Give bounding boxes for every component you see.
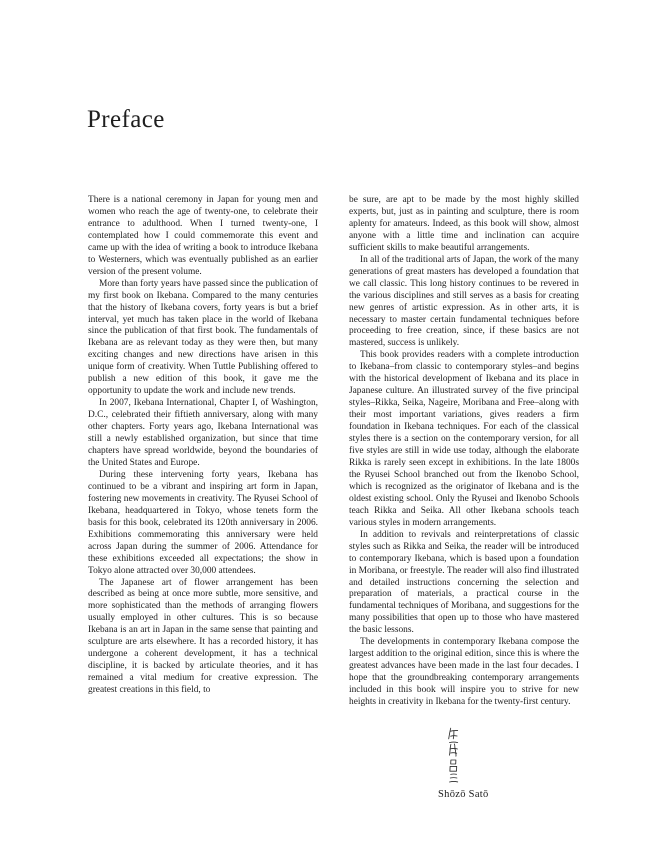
paragraph: There is a national ceremony in Japan for young men and women who reach the age of twenty-one, to celebrate their entrance to adulthood. When I turned twenty-one, I contemplated how I could commemorate this event and came up with the idea of writing a book to introduce Ikebana to Westerners, which was eventually published as an earlier version of the present volume. — [88, 195, 318, 277]
paragraph: In addition to revivals and reinterpretations of classic styles such as Rikka and Seika, the reader will be introduced to contemporary Ikebana, which is based upon a foundation in Moribana, or freestyle. The reader will also find illustrated and detailed instructions concerning the selection and preparation of materials, a practical course in the fundamental techniques of Moribana, and suggestions for the many possibilities that open up to those who have mastered the basic lessons. — [349, 529, 579, 636]
signature-name: Shōzō Satō — [438, 789, 489, 800]
paragraph: During these intervening forty years, Ikebana has continued to be a vibrant and inspiring art form in Japan, fostering new movements in creativity. The Ryusei School of Ikebana, headquartered in Tokyo, whose tenets form the basis for this book, celebrated its 120th anniversary in 2006. Exhibitions commemorating this anniversary were held across Japan during the summer of 2006. Attendance for these exhibitions exceeded all expectations; the show in Tokyo alone attracted over 30,000 attendees. — [88, 469, 318, 576]
left-column — [88, 195, 318, 709]
paragraph: In 2007, Ikebana International, Chapter I, of Washington, D.C., celebrated their fiftieth anniversary, along with many other chapters. Forty years ago, Ikebana International was still a newly established organization, but since that time chapters have spread worldwide, beyond the boundaries of the United States and Europe. — [88, 398, 318, 468]
paragraph: The developments in contemporary Ikebana compose the largest addition to the original edition, since this is where the greatest advances have been made in the last four decades. I hope that the groundbreaking contemporary arrangements included in this book will inspire you to strive for new heights in creativity in Ikebana for the twenty-first century. — [349, 637, 579, 708]
calligraphy-signature-icon — [446, 727, 461, 785]
paragraph: The Japanese art of flower arrangement has been described as being at once more subtle, more sensitive, and more sophisticated than the methods of arranging flowers usually employed in other cultures. This is so because Ikebana is an art in Japan in the same sense that painting and sculpture are arts elsewhere. It has a recorded history, it has undergone a coherent development, it has a technical discipline, it is backed by articulate theories, and it has remained a vital medium for creative expression. The greatest creations in this field, to — [88, 577, 318, 696]
signature-block — [438, 727, 492, 800]
paragraph: More than forty years have passed since the publication of my first book on Ikebana. Compared to the many centuries that the history of Ikebana covers, forty years is but a brief interval, yet much has taken place in the world of Ikebana since the publication of that first book. The fundamentals of Ikebana are as relevant today as they were then, but many exciting changes and new directions have arisen in this unique form of creativity. When Tuttle Publishing offered to publish a new edition of this book, it gave me the opportunity to update the work and include new trends. — [88, 278, 318, 397]
paragraph: In all of the traditional arts of Japan, the work of the many generations of great masters has developed a foundation that we call classic. This long history continues to be revered in the various disciplines and still serves as a basis for creating new genres of artistic expression. As in other arts, it is necessary to master certain fundamental techniques before proceeding to free creation, since, if these basics are not mastered, success is unlikely. — [349, 254, 579, 349]
page-title: Preface — [87, 106, 165, 133]
right-column — [349, 195, 579, 709]
text-columns — [88, 195, 579, 709]
paragraph: be sure, are apt to be made by the most highly skilled experts, but, just as in painting and sculpture, there is room aplenty for amateurs. Indeed, as this book will show, almost anyone with a little time and inclination can acquire sufficient skills to make beautiful arrangements. — [349, 195, 579, 253]
paragraph: This book provides readers with a complete introduction to Ikebana–from classic to contemporary styles–and begins with the historical development of Ikebana and its place in Japanese culture. An illustrated survey of the five principal styles–Rikka, Seika, Nageire, Moribana and Free–along with their most important variations, gives readers a firm foundation in Ikebana techniques. For each of the classical styles there is a section on the contemporary version, for all five styles are still in wide use today, although the elaborate Rikka is rarely seen except in exhibitions. In the late 1800s the Ryusei School branched out from the Ikenobo School, which is recognized as the originator of Ikebana and is the oldest existing school. Only the Ryusei and Ikenobo Schools teach Rikka and Seika. All other Ikebana schools teach various styles in modern arrangements. — [349, 350, 579, 528]
